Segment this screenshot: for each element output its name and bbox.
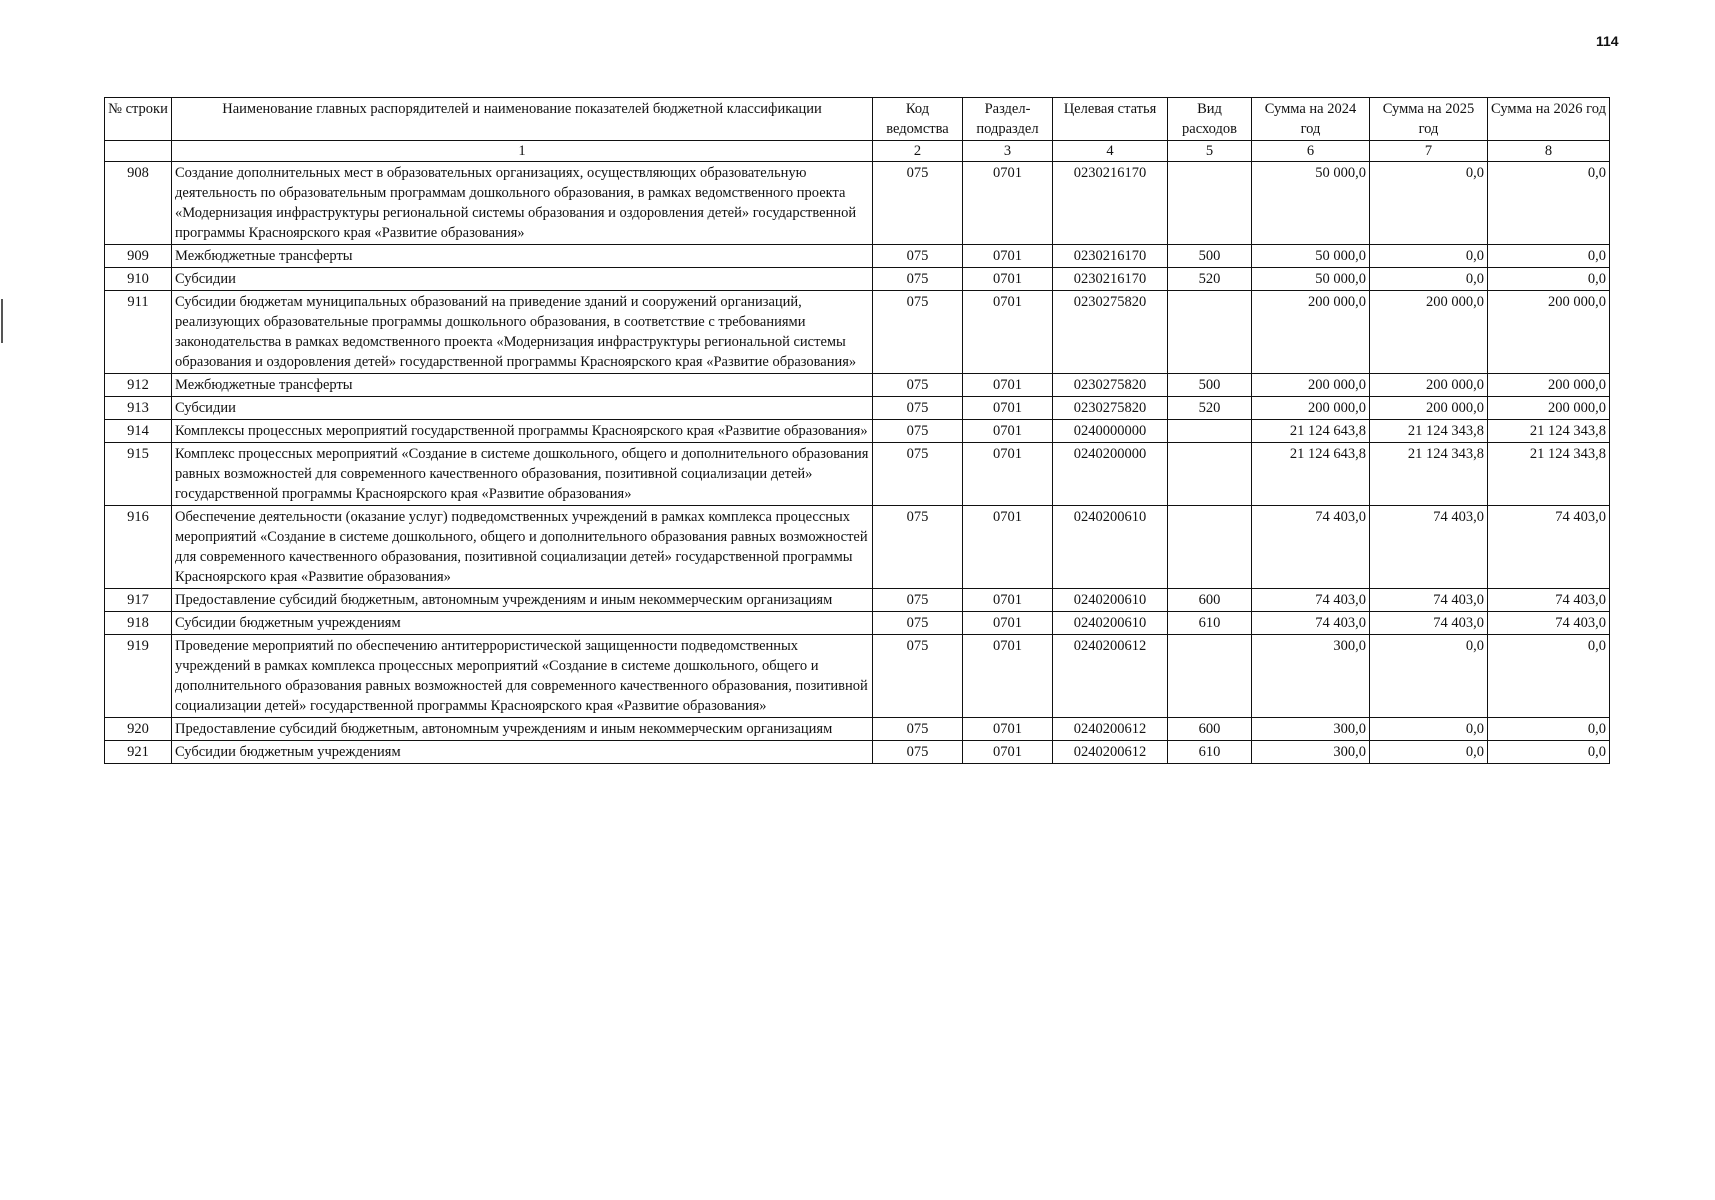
row-department-code: 075	[873, 268, 963, 291]
row-number: 910	[105, 268, 172, 291]
row-sum-2026: 200 000,0	[1488, 374, 1610, 397]
row-department-code: 075	[873, 397, 963, 420]
row-number: 918	[105, 612, 172, 635]
row-section: 0701	[963, 635, 1053, 718]
table-row	[105, 268, 1610, 291]
row-sum-2025: 74 403,0	[1370, 612, 1488, 635]
row-target-article: 0240000000	[1053, 420, 1168, 443]
table-row	[105, 506, 1610, 589]
row-name: Предоставление субсидий бюджетным, автономным учреждениям и иным некоммерческим организациям	[172, 718, 873, 741]
row-sum-2025: 21 124 343,8	[1370, 443, 1488, 506]
row-name: Комплекс процессных мероприятий «Создание в системе дошкольного, общего и дополнительного образования равных возможностей для современного качественного образования, позитивной социализации детей» государственной программы Красноярского края «Развитие образования»	[172, 443, 873, 506]
column-number: 4	[1053, 141, 1168, 162]
row-sum-2024: 200 000,0	[1252, 374, 1370, 397]
row-expense-type	[1168, 506, 1252, 589]
row-section: 0701	[963, 374, 1053, 397]
table-row	[105, 635, 1610, 718]
row-expense-type: 610	[1168, 741, 1252, 764]
row-expense-type	[1168, 162, 1252, 245]
row-department-code: 075	[873, 718, 963, 741]
row-target-article: 0240200612	[1053, 741, 1168, 764]
table-body	[105, 162, 1610, 764]
column-number	[105, 141, 172, 162]
row-sum-2024: 50 000,0	[1252, 268, 1370, 291]
row-sum-2025: 200 000,0	[1370, 291, 1488, 374]
row-sum-2026: 0,0	[1488, 635, 1610, 718]
table-row	[105, 374, 1610, 397]
row-number: 912	[105, 374, 172, 397]
row-section: 0701	[963, 268, 1053, 291]
row-sum-2025: 0,0	[1370, 635, 1488, 718]
column-number: 1	[172, 141, 873, 162]
header-sum-2025: Сумма на 2025 год	[1370, 98, 1488, 141]
header-sum-2024: Сумма на 2024 год	[1252, 98, 1370, 141]
row-name: Субсидии бюджетным учреждениям	[172, 741, 873, 764]
row-sum-2024: 50 000,0	[1252, 162, 1370, 245]
row-expense-type: 610	[1168, 612, 1252, 635]
row-target-article: 0240200610	[1053, 506, 1168, 589]
row-name: Межбюджетные трансферты	[172, 374, 873, 397]
row-section: 0701	[963, 612, 1053, 635]
row-section: 0701	[963, 291, 1053, 374]
row-section: 0701	[963, 397, 1053, 420]
row-department-code: 075	[873, 506, 963, 589]
row-sum-2025: 0,0	[1370, 245, 1488, 268]
row-sum-2024: 50 000,0	[1252, 245, 1370, 268]
column-number: 7	[1370, 141, 1488, 162]
row-sum-2026: 200 000,0	[1488, 397, 1610, 420]
row-sum-2024: 21 124 643,8	[1252, 420, 1370, 443]
table-row	[105, 718, 1610, 741]
row-section: 0701	[963, 506, 1053, 589]
row-expense-type: 520	[1168, 397, 1252, 420]
header-name: Наименование главных распорядителей и наименование показателей бюджетной классификации	[172, 98, 873, 141]
row-section: 0701	[963, 162, 1053, 245]
row-target-article: 0230216170	[1053, 245, 1168, 268]
row-section: 0701	[963, 741, 1053, 764]
row-sum-2025: 74 403,0	[1370, 589, 1488, 612]
row-sum-2025: 21 124 343,8	[1370, 420, 1488, 443]
header-expense-type: Вид расходов	[1168, 98, 1252, 141]
row-number: 915	[105, 443, 172, 506]
row-expense-type: 500	[1168, 374, 1252, 397]
header-sum-2026: Сумма на 2026 год	[1488, 98, 1610, 141]
table-row	[105, 245, 1610, 268]
row-sum-2025: 74 403,0	[1370, 506, 1488, 589]
row-sum-2026: 21 124 343,8	[1488, 443, 1610, 506]
row-number: 916	[105, 506, 172, 589]
table-row	[105, 741, 1610, 764]
row-section: 0701	[963, 245, 1053, 268]
table-row	[105, 291, 1610, 374]
row-sum-2025: 0,0	[1370, 741, 1488, 764]
row-sum-2026: 0,0	[1488, 162, 1610, 245]
header-section: Раздел-подраздел	[963, 98, 1053, 141]
row-sum-2025: 0,0	[1370, 268, 1488, 291]
row-number: 917	[105, 589, 172, 612]
row-target-article: 0240200612	[1053, 718, 1168, 741]
budget-table	[104, 97, 1610, 764]
column-number: 8	[1488, 141, 1610, 162]
row-department-code: 075	[873, 589, 963, 612]
row-section: 0701	[963, 718, 1053, 741]
row-number: 914	[105, 420, 172, 443]
row-target-article: 0240200610	[1053, 612, 1168, 635]
row-number: 908	[105, 162, 172, 245]
row-sum-2026: 74 403,0	[1488, 506, 1610, 589]
row-sum-2024: 300,0	[1252, 741, 1370, 764]
row-department-code: 075	[873, 245, 963, 268]
row-sum-2026: 0,0	[1488, 741, 1610, 764]
table-row	[105, 397, 1610, 420]
row-sum-2026: 0,0	[1488, 718, 1610, 741]
table-header	[105, 98, 1610, 162]
row-sum-2024: 74 403,0	[1252, 506, 1370, 589]
table-row	[105, 443, 1610, 506]
row-sum-2025: 200 000,0	[1370, 374, 1488, 397]
row-target-article: 0240200610	[1053, 589, 1168, 612]
row-name: Субсидии	[172, 397, 873, 420]
row-department-code: 075	[873, 291, 963, 374]
row-sum-2024: 74 403,0	[1252, 589, 1370, 612]
column-number: 5	[1168, 141, 1252, 162]
row-sum-2026: 74 403,0	[1488, 589, 1610, 612]
row-sum-2025: 0,0	[1370, 162, 1488, 245]
row-number: 920	[105, 718, 172, 741]
table-row	[105, 162, 1610, 245]
row-sum-2026: 200 000,0	[1488, 291, 1610, 374]
row-name: Субсидии бюджетам муниципальных образований на приведение зданий и сооружений организаций, реализующих образовательные программы дошкольного образования, в соответствие с требованиями законодательства в рамках ведомственного проекта «Модернизация инфраструктуры региональной системы образования и оздоровления детей» государственной программы Красноярского края «Развитие образования»	[172, 291, 873, 374]
column-number: 6	[1252, 141, 1370, 162]
row-sum-2024: 74 403,0	[1252, 612, 1370, 635]
row-target-article: 0240200000	[1053, 443, 1168, 506]
row-target-article: 0240200612	[1053, 635, 1168, 718]
row-sum-2024: 200 000,0	[1252, 291, 1370, 374]
header-row	[105, 98, 1610, 141]
row-name: Субсидии	[172, 268, 873, 291]
row-department-code: 075	[873, 635, 963, 718]
row-expense-type: 600	[1168, 589, 1252, 612]
row-expense-type: 600	[1168, 718, 1252, 741]
row-section: 0701	[963, 589, 1053, 612]
row-sum-2024: 21 124 643,8	[1252, 443, 1370, 506]
row-target-article: 0230216170	[1053, 268, 1168, 291]
row-number: 913	[105, 397, 172, 420]
row-sum-2024: 200 000,0	[1252, 397, 1370, 420]
row-department-code: 075	[873, 374, 963, 397]
row-name: Межбюджетные трансферты	[172, 245, 873, 268]
row-sum-2024: 300,0	[1252, 718, 1370, 741]
row-target-article: 0230275820	[1053, 397, 1168, 420]
row-department-code: 075	[873, 420, 963, 443]
row-expense-type: 500	[1168, 245, 1252, 268]
page-number: 114	[1596, 33, 1619, 49]
row-department-code: 075	[873, 612, 963, 635]
margin-scan-mark	[1, 299, 3, 343]
header-department-code: Код ведомства	[873, 98, 963, 141]
row-name: Субсидии бюджетным учреждениям	[172, 612, 873, 635]
row-target-article: 0230275820	[1053, 374, 1168, 397]
column-number: 2	[873, 141, 963, 162]
row-expense-type	[1168, 291, 1252, 374]
row-name: Комплексы процессных мероприятий государственной программы Красноярского края «Развитие образования»	[172, 420, 873, 443]
row-sum-2025: 200 000,0	[1370, 397, 1488, 420]
row-sum-2026: 21 124 343,8	[1488, 420, 1610, 443]
row-name: Предоставление субсидий бюджетным, автономным учреждениям и иным некоммерческим организациям	[172, 589, 873, 612]
row-name: Обеспечение деятельности (оказание услуг) подведомственных учреждений в рамках комплекса процессных мероприятий «Создание в системе дошкольного, общего и дополнительного образования равных возможностей для современного качественного образования, позитивной социализации детей» государственной программы Красноярского края «Развитие образования»	[172, 506, 873, 589]
table-row	[105, 420, 1610, 443]
table-row	[105, 589, 1610, 612]
row-department-code: 075	[873, 162, 963, 245]
row-department-code: 075	[873, 443, 963, 506]
column-number-row	[105, 141, 1610, 162]
row-sum-2026: 0,0	[1488, 245, 1610, 268]
column-number: 3	[963, 141, 1053, 162]
table-row	[105, 612, 1610, 635]
row-number: 919	[105, 635, 172, 718]
header-target-article: Целевая статья	[1053, 98, 1168, 141]
row-number: 921	[105, 741, 172, 764]
row-section: 0701	[963, 443, 1053, 506]
row-sum-2026: 74 403,0	[1488, 612, 1610, 635]
row-number: 911	[105, 291, 172, 374]
header-row-number: № строки	[105, 98, 172, 141]
row-department-code: 075	[873, 741, 963, 764]
row-expense-type	[1168, 420, 1252, 443]
row-sum-2024: 300,0	[1252, 635, 1370, 718]
row-target-article: 0230216170	[1053, 162, 1168, 245]
row-number: 909	[105, 245, 172, 268]
row-expense-type	[1168, 635, 1252, 718]
row-name: Проведение мероприятий по обеспечению антитеррористической защищенности подведомственных учреждений в рамках комплекса процессных мероприятий «Создание в системе дошкольного, общего и дополнительного образования равных возможностей для современного качественного образования, позитивной социализации детей» государственной программы Красноярского края «Развитие образования»	[172, 635, 873, 718]
row-sum-2026: 0,0	[1488, 268, 1610, 291]
row-expense-type	[1168, 443, 1252, 506]
row-section: 0701	[963, 420, 1053, 443]
row-target-article: 0230275820	[1053, 291, 1168, 374]
row-sum-2025: 0,0	[1370, 718, 1488, 741]
row-expense-type: 520	[1168, 268, 1252, 291]
row-name: Создание дополнительных мест в образовательных организациях, осуществляющих образовательную деятельность по образовательным программам дошкольного образования, в рамках ведомственного проекта «Модернизация инфраструктуры региональной системы образования и оздоровления детей» государственной программы Красноярского края «Развитие образования»	[172, 162, 873, 245]
